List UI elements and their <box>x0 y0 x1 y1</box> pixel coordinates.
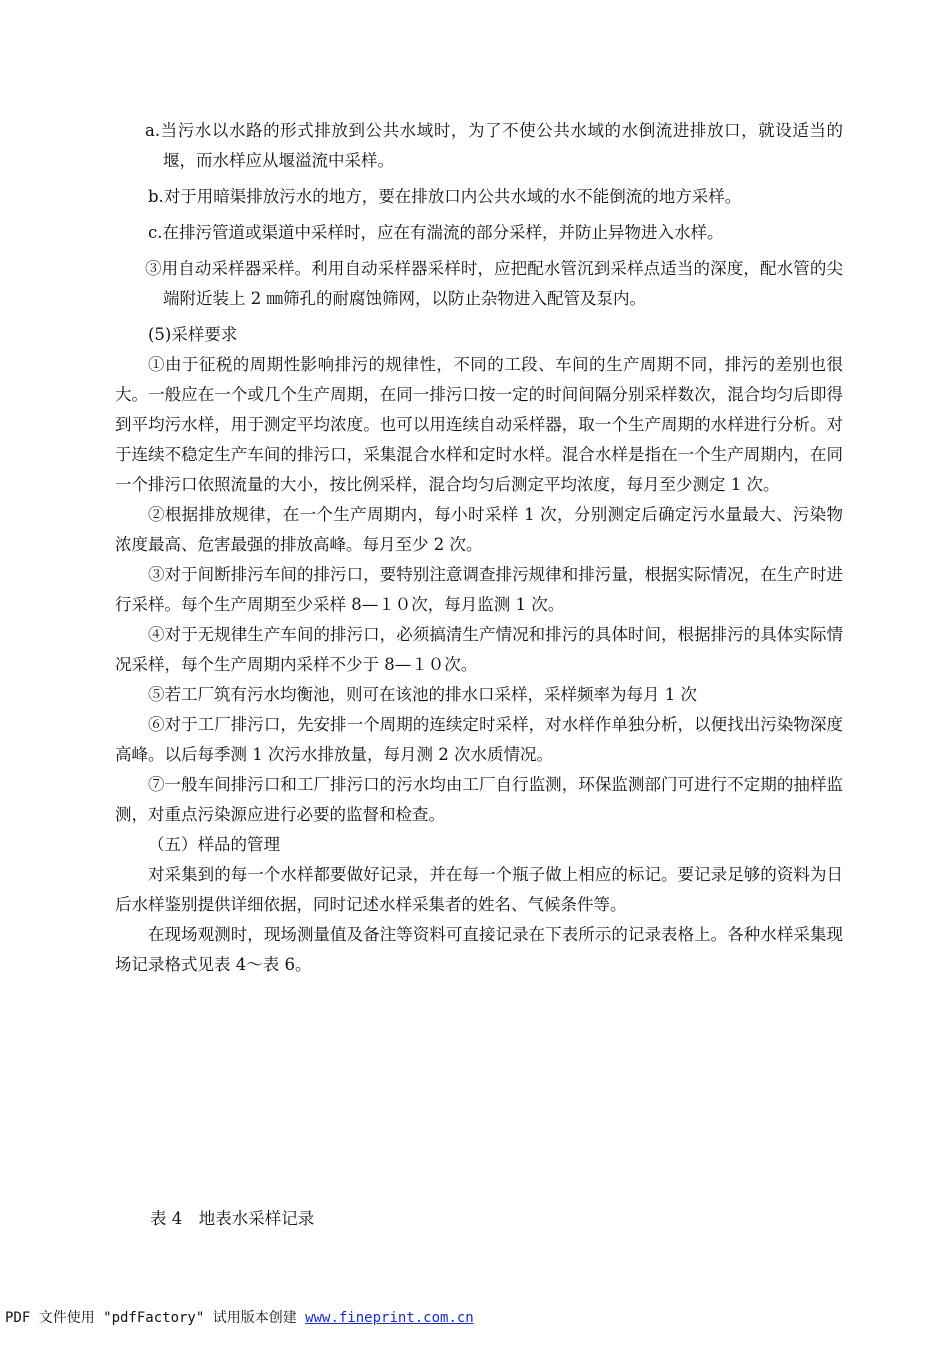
item-c: c.在排污管道或渠道中采样时，应在有湍流的部分采样，并防止异物进入水样。 <box>148 223 724 242</box>
item-auto-sampler: ③用自动采样器采样。利用自动采样器采样时，应把配水管沉到采样点适当的深度，配水管的尖端附近装上 2 ㎜筛孔的耐腐蚀筛网，以防止杂物进入配管及泵内。 <box>145 259 843 308</box>
sample-paragraph: 对采集到的每一个水样都要做好记录，并在每一个瓶子做上相应的标记。要记录足够的资料为日后水样鉴别提供详细依据，同时记述水样采集者的姓名、气候条件等。 <box>115 865 843 914</box>
requirement-paragraph: ⑥对于工厂排污口，先安排一个周期的连续定时采样，对水样作单独分析，以便找出污染物深度高峰。以后每季测 1 次污水排放量，每月测 2 次水质情况。 <box>115 715 843 764</box>
table-caption: 表 4 地表水采样记录 <box>150 1209 315 1228</box>
document-body <box>115 116 843 980</box>
requirement-paragraph: ⑦一般车间排污口和工厂排污口的污水均由工厂自行监测，环保监测部门可进行不定期的抽样监测，对重点污染源应进行必要的监督和检查。 <box>115 775 843 824</box>
footer-link[interactable]: www.fineprint.com.cn <box>305 1310 474 1326</box>
requirement-paragraph: ②根据排放规律，在一个生产周期内，每小时采样 1 次，分别测定后确定污水量最大、污染物浓度最高、危害最强的排放高峰。每月至少 2 次。 <box>115 505 843 554</box>
pdf-footer <box>5 1306 474 1330</box>
sample-paragraph: 在现场观测时，现场测量值及备注等资料可直接记录在下表所示的记录表格上。各种水样采集现场记录格式见表 4～表 6。 <box>115 925 843 974</box>
requirement-paragraph: ③对于间断排污车间的排污口，要特别注意调查排污规律和排污量，根据实际情况，在生产时进行采样。每个生产周期至少采样 8—１０次，每月监测 1 次。 <box>115 565 843 614</box>
section-5-heading: (5)采样要求 <box>148 325 238 344</box>
requirement-paragraph: ⑤若工厂筑有污水均衡池，则可在该池的排水口采样，采样频率为每月 1 次 <box>148 685 697 704</box>
item-a: a.当污水以水路的形式排放到公共水域时，为了不使公共水域的水倒流进排放口，就设适当的堰，而水样应从堰溢流中采样。 <box>145 121 843 170</box>
item-b: b.对于用暗渠排放污水的地方，要在排放口内公共水域的水不能倒流的地方采样。 <box>148 187 742 206</box>
footer-text: PDF 文件使用 "pdfFactory" 试用版本创建 <box>5 1310 306 1326</box>
requirement-paragraph: ①由于征税的周期性影响排污的规律性，不同的工段、车间的生产周期不同，排污的差别也很大。一般应在一个或几个生产周期，在同一排污口按一定的时间间隔分别采样数次，混合均匀后即得到平均污水样，用于测定平均浓度。也可以用连续自动采样器，取一个生产周期的水样进行分析。对于连续不稳定生产车间的排污口，采集混合水样和定时水样。混合水样是指在一个生产周期内，在同一个排污口依照流量的大小，按比例采样，混合均匀后测定平均浓度，每月至少测定 1 次。 <box>115 355 843 494</box>
section-heading: （五）样品的管理 <box>148 835 280 854</box>
requirement-paragraph: ④对于无规律生产车间的排污口，必须搞清生产情况和排污的具体时间，根据排污的具体实际情况采样，每个生产周期内采样不少于 8—１０次。 <box>115 625 843 674</box>
